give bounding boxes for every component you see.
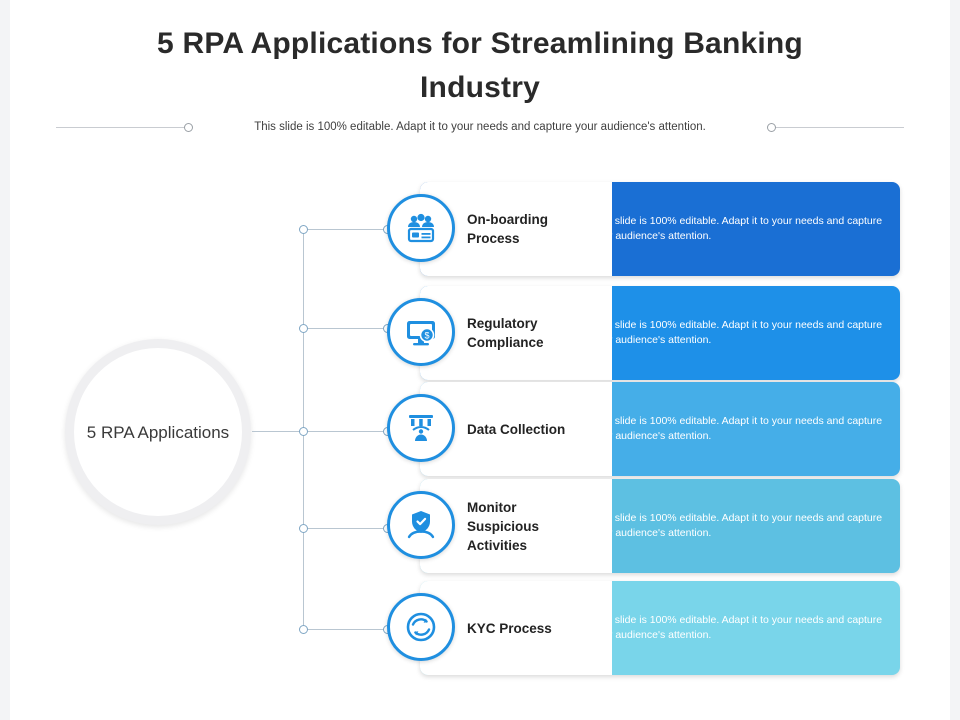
connector-branch-4 (303, 528, 387, 529)
svg-text:$: $ (424, 330, 430, 341)
subtitle-row (28, 118, 932, 138)
row-description: This slide is 100% editable. Adapt it to your needs and capture your audience's attention. (592, 215, 883, 242)
row-title: On-boarding Process (467, 212, 548, 246)
divider-right (774, 127, 904, 128)
connector-node-dot (299, 625, 308, 634)
connector-branch-3 (303, 431, 387, 432)
row-description: This slide is 100% editable. Adapt it to your needs and capture your audience's attention. (592, 415, 883, 442)
row-title: KYC Process (467, 620, 552, 636)
connector-hub-stub (252, 431, 304, 432)
connector-branch-5 (303, 629, 387, 630)
connector-branch-2 (303, 328, 387, 329)
row-title: Data Collection (467, 421, 566, 437)
page-title: 5 RPA Applications for Streamlining Banking Industry (157, 27, 803, 104)
left-edge-bar (0, 0, 10, 720)
refresh-check-icon (387, 593, 455, 661)
data-hand-icon (387, 394, 455, 462)
hand-shield-icon (387, 491, 455, 559)
people-card-icon (387, 194, 455, 262)
row-description: This slide is 100% editable. Adapt it to your needs and capture your audience's attention. (592, 319, 883, 346)
connector-node-dot (299, 324, 308, 333)
page-subtitle: This slide is 100% editable. Adapt it to your needs and capture your audience's attention. (254, 121, 706, 133)
row-description: This slide is 100% editable. Adapt it to your needs and capture your audience's attention. (592, 614, 883, 641)
monitor-dollar-icon (387, 298, 455, 366)
list-item[interactable] (387, 382, 900, 476)
list-item[interactable] (387, 479, 900, 573)
list-item[interactable] (387, 182, 900, 276)
hub-label: 5 RPA Applications (86, 422, 230, 442)
connector-node-dot (299, 524, 308, 533)
right-edge-bar (950, 0, 960, 720)
connector-node-dot (299, 427, 308, 436)
row-title: Monitor Suspicious Activities (467, 499, 540, 553)
hub-circle[interactable] (65, 339, 251, 525)
divider-left (56, 127, 186, 128)
row-title: Regulatory Compliance (467, 316, 544, 350)
divider-dot-right-icon (767, 123, 776, 132)
connector-node-dot (299, 225, 308, 234)
connector-branch-1 (303, 229, 387, 230)
row-description: This slide is 100% editable. Adapt it to your needs and capture your audience's attention. (592, 512, 883, 539)
list-item[interactable] (387, 286, 900, 380)
list-item[interactable] (387, 581, 900, 675)
